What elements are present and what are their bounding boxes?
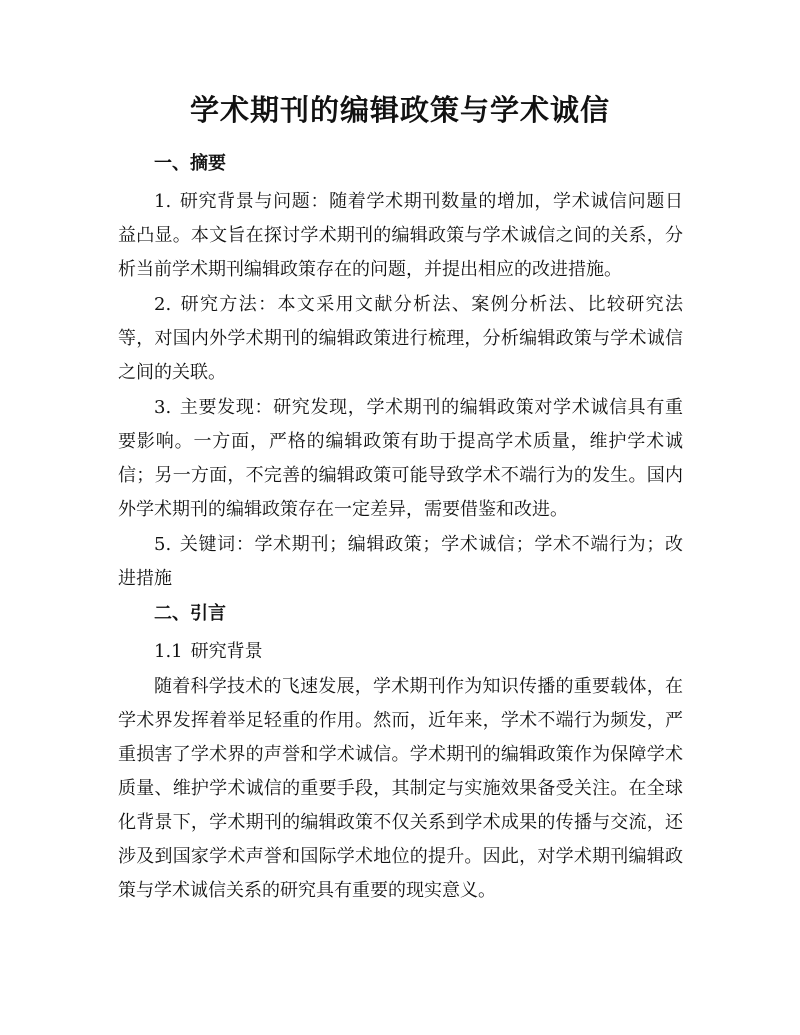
body-paragraph: 随着科学技术的飞速发展，学术期刊作为知识传播的重要载体，在学术界发挥着举足轻重的作用。然而，近年来，学术不端行为频发，严重损害了学术界的声誉和学术诚信。学术期刊的编辑政策作为保障学术质量、维护学术诚信的重要手段，其制定与实施效果备受关注。在全球化背景下，学术期刊的编辑政策不仅关系到学术成果的传播与交流，还涉及到国家学术声誉和国际学术地位的提升。因此，对学术期刊编辑政策与学术诚信关系的研究具有重要的现实意义。 [118,676,683,901]
item-number: 1. [154,191,172,212]
item-text: 研究方法：本文采用文献分析法、案例分析法、比较研究法等，对国内外学术期刊的编辑政策进行梳理，分析编辑政策与学术诚信之间的关联。 [118,294,683,383]
abstract-item [118,391,683,527]
subsection-number: 1.1 [154,641,183,662]
item-number: 5. [154,534,172,555]
item-text: 主要发现：研究发现，学术期刊的编辑政策对学术诚信具有重要影响。一方面，严格的编辑政策有助于提高学术质量，维护学术诚信；另一方面，不完善的编辑政策可能导致学术不端行为的发生。国内外学术期刊的编辑政策存在一定差异，需要借鉴和改进。 [118,397,683,520]
subsection-heading [118,635,683,669]
abstract-item [118,528,683,596]
item-number: 3. [154,397,172,418]
section-heading: 一、摘要 [154,153,226,174]
item-text: 研究背景与问题：随着学术期刊数量的增加，学术诚信问题日益凸显。本文旨在探讨学术期刊的编辑政策与学术诚信之间的关系，分析当前学术期刊编辑政策存在的问题，并提出相应的改进措施。 [118,191,683,280]
abstract-item [118,288,683,390]
abstract-item [118,185,683,287]
section-introduction [118,597,683,908]
section-heading: 二、引言 [154,603,226,624]
item-number: 2. [154,294,172,315]
document-title: 学术期刊的编辑政策与学术诚信 [189,93,610,127]
item-text: 关键词：学术期刊；编辑政策；学术诚信；学术不端行为；改进措施 [118,534,683,589]
section-abstract [118,147,683,596]
document-body [118,147,683,909]
subsection-title: 研究背景 [190,641,263,662]
